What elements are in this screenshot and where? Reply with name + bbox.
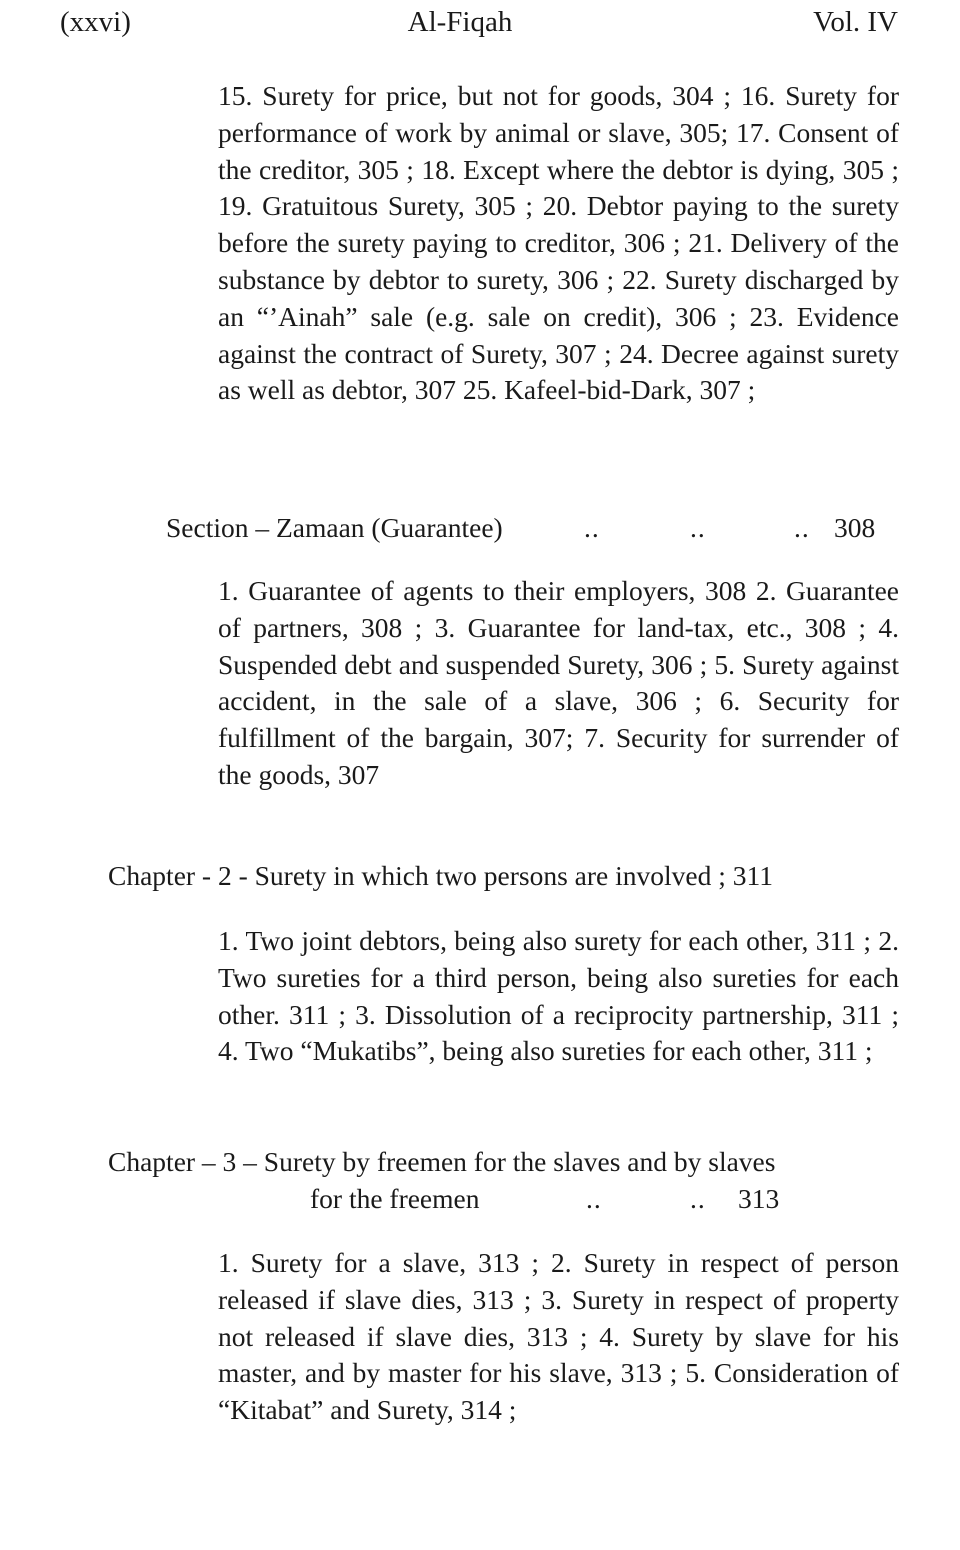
dot-leader: .. [690,1183,706,1214]
contents-paragraph-chapter-3-items: 1. Surety for a slave, 313 ; 2. Surety in respect of person released if slave dies, 313 ; 3. Surety in respect of property not released if slave dies, 313 ; 4. Surety by slave for his master, and by master for his slave, 313 ; 5. Consideration of “Kitabat” and Surety, 314 ; [218,1247,899,1426]
contents-paragraph-surety-items: 15. Surety for price, but not for goods, 304 ; 16. Surety for performance of work by animal or slave, 305; 17. Consent of the creditor, 305 ; 18. Except where the debtor is dying, 305 ; 19. Gratuitous Surety, 305 ; 20. Debtor paying to the surety before the surety paying to creditor, 306 ; 21. Delivery of the substance by debtor to surety, 306 ; 22. Surety discharged by an “’Ainah” sale (e.g. sale on credit), 306 ; 23. Evidence against the contract of Surety, 307 ; 24. Decree against surety as well as debtor, 307 25. Kafeel-bid-Dark, 307 ; [218,80,899,406]
book-title: Al-Fiqah [407,6,513,38]
chapter-2-heading: Chapter - 2 - Surety in which two persons are involved ; 311 [108,860,773,891]
section-title: Section – Zamaan (Guarantee) [166,512,503,543]
dot-leader: .. [586,1183,602,1214]
dot-leader: .. [584,512,600,543]
running-head [0,4,960,40]
dot-leader: .. [794,512,810,543]
dot-leader: .. [690,512,706,543]
volume-label: Vol. IV [813,6,898,38]
chapter-3-title-line-1: Chapter – 3 – Surety by freemen for the slaves and by slaves [108,1146,776,1177]
chapter-3-title-line-2: for the freemen [310,1183,480,1214]
page-number: (xxvi) [60,6,131,38]
contents-paragraph-chapter-2-items: 1. Two joint debtors, being also surety for each other, 311 ; 2. Two sureties for a third person, being also sureties for each other. 311 ; 3. Dissolution of a reciprocity partnership, 311 ; 4. Two “Mukatibs”, being also sureties for each other, 311 ; [218,925,899,1067]
section-page-number: 308 [834,512,876,543]
chapter-3-page-number: 313 [738,1183,780,1214]
contents-paragraph-guarantee-items: 1. Guarantee of agents to their employers, 308 2. Guarantee of partners, 308 ; 3. Guarantee for land-tax, etc., 308 ; 4. Suspended debt and suspended Surety, 306 ; 5. Surety against accident, in the sale of a slave, 306 ; 6. Security for fulfillment of the bargain, 307; 7. Security for surrender of the goods, 307 [218,575,899,790]
